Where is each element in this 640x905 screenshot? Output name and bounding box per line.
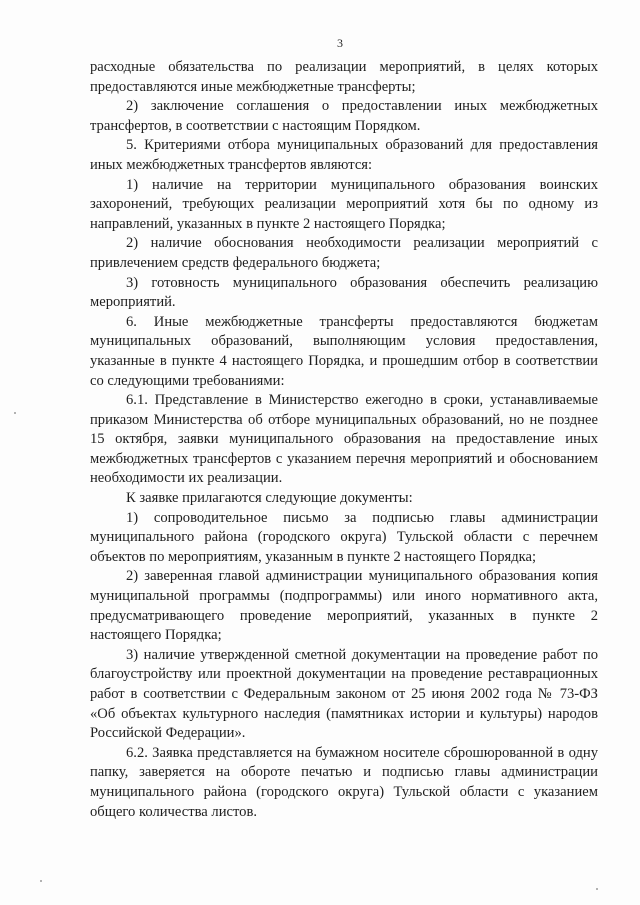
paragraph-item-2: 2) заключение соглашения о предоставлении иных межбюджетных трансфертов, в соответствии с настоящим Порядком. bbox=[90, 98, 598, 134]
paragraph-criterion-1: 1) наличие на территории муниципального образования воинских захоронений, требующих реализации мероприятий хотя бы по одному из направлений, указанных в пункте 2 настоящего Порядка; bbox=[90, 176, 598, 232]
paragraph-document-2: 2) заверенная главой администрации муниципального образования копия муниципальной программы (подпрограммы) или иного нормативного акта, предусматривающего проведение мероприятий, указанных в пункте 2 настоящего Порядка; bbox=[90, 568, 598, 644]
page-number: 3 bbox=[337, 36, 343, 50]
document-body bbox=[90, 58, 598, 822]
paragraph-criterion-3: 3) готовность муниципального образования обеспечить реализацию мероприятий. bbox=[90, 274, 598, 311]
paragraph-section-6: 6. Иные межбюджетные трансферты предоставляются бюджетам муниципальных образований, выполняющим условия предоставления, указанные в пункте 4 настоящего Порядка, и прошедшим отбор в соответствии со следующими требованиями: bbox=[90, 313, 598, 389]
paragraph-criterion-2: 2) наличие обоснования необходимости реализации мероприятий с привлечением средств федерального бюджета; bbox=[90, 235, 598, 271]
paragraph-document-1: 1) сопроводительное письмо за подписью главы администрации муниципального района (городского округа) Тульской области с перечнем объектов по мероприятиям, указанным в пункте 2 настоящего Порядка; bbox=[90, 509, 598, 565]
paragraph-section-6-1: 6.1. Представление в Министерство ежегодно в сроки, устанавливаемые приказом Министерства об отборе муниципальных образований, но не позднее 15 октября, заявки муниципального образования на предоставление иных межбюджетных трансфертов с указанием перечня мероприятий и обоснованием необходимости их реализации. bbox=[90, 392, 598, 487]
paragraph-section-6-2: 6.2. Заявка представляется на бумажном носителе сброшюрованной в одну папку, заверяется на обороте печатью и подписью главы администрации муниципального района (городского округа) Тульской области с указанием общего количества листов. bbox=[90, 744, 598, 820]
paragraph-documents-intro: К заявке прилагаются следующие документы: bbox=[126, 490, 413, 507]
paragraph-continuation: расходные обязательства по реализации мероприятий, в целях которых предоставляются иные межбюджетные трансферты; bbox=[90, 59, 598, 95]
scan-speck bbox=[40, 880, 42, 882]
paragraph-document-3: 3) наличие утвержденной сметной документации на проведение работ по благоустройству или проектной документации на проведение реставрационных работ в соответствии с Федеральным законом от 25 июня 2002 года № 73-ФЗ «Об объектах культурного наследия (памятниках истории и культуры) народов Российской Федерации». bbox=[90, 646, 598, 742]
paragraph-section-5: 5. Критериями отбора муниципальных образований для предоставления иных межбюджетных трансфертов являются: bbox=[90, 137, 598, 173]
scan-speck bbox=[596, 888, 598, 890]
scan-speck bbox=[14, 412, 16, 414]
